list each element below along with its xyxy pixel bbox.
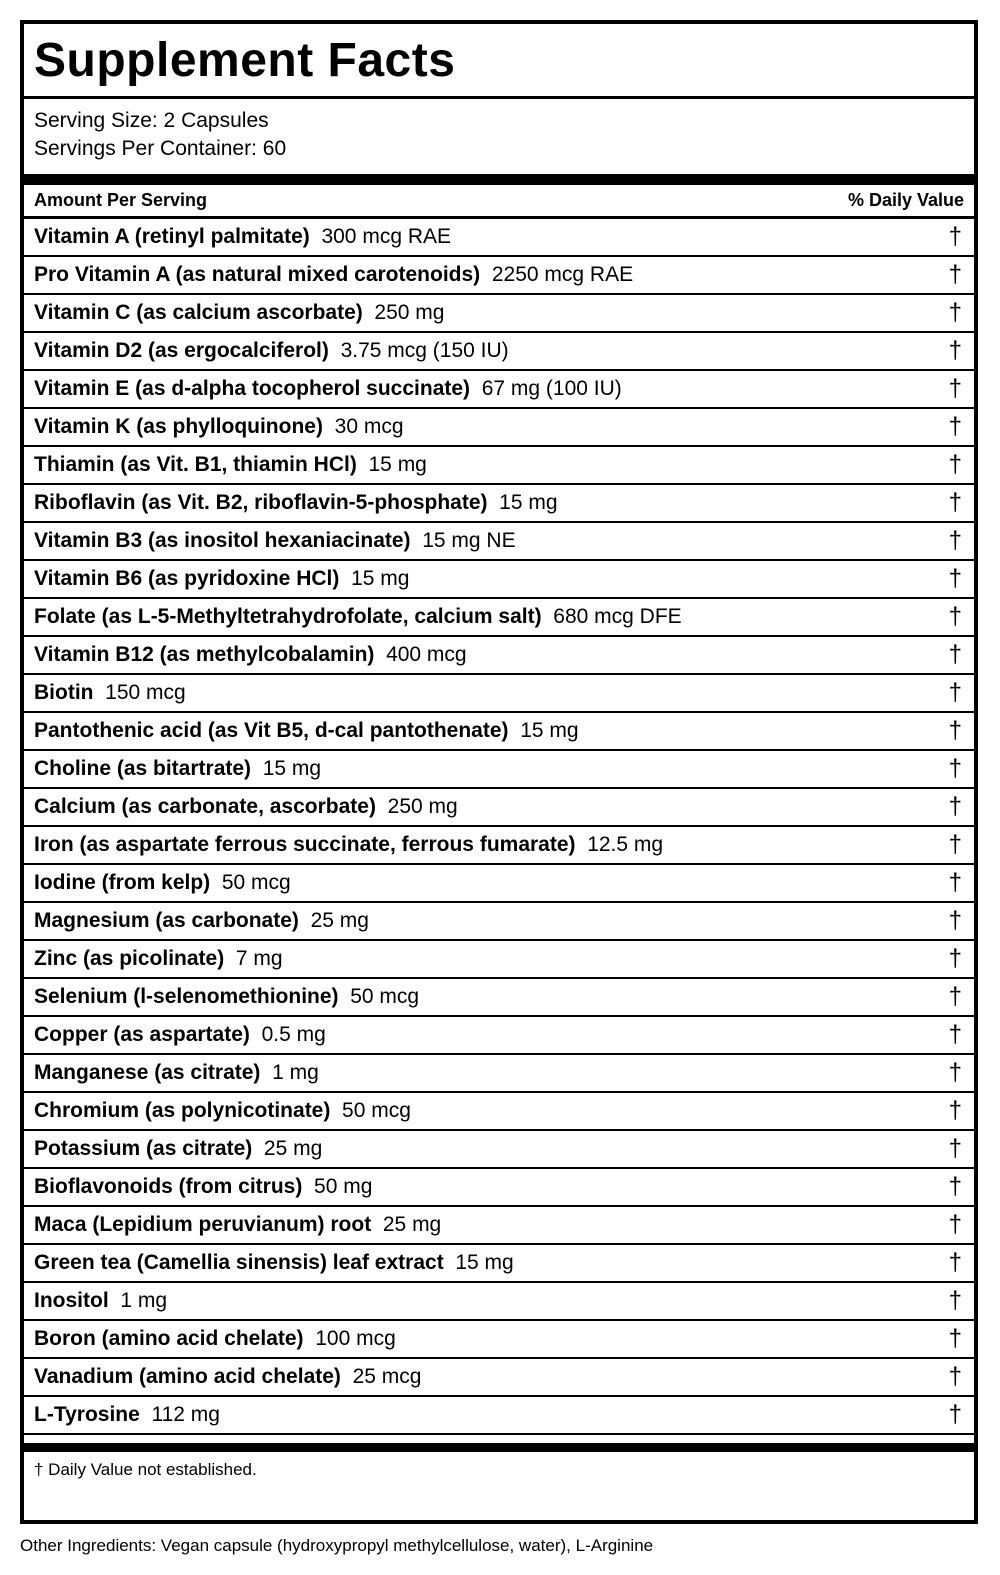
nutrient-amount: 250 mg (387, 795, 458, 818)
nutrient-row (24, 523, 974, 561)
nutrient-entry (34, 567, 409, 591)
nutrient-row (24, 561, 974, 599)
serving-info (24, 99, 974, 174)
nutrient-entry (34, 1365, 421, 1389)
nutrient-entry (34, 795, 458, 819)
nutrient-row (24, 1169, 974, 1207)
nutrient-row (24, 713, 974, 751)
nutrient-amount: 30 mcg (334, 415, 404, 438)
nutrient-amount: 0.5 mg (261, 1023, 326, 1046)
nutrient-row (24, 1397, 974, 1435)
nutrient-row (24, 1245, 974, 1283)
daily-value-dagger: † (948, 1135, 962, 1162)
nutrient-row (24, 599, 974, 637)
nutrient-name: Zinc (as picolinate) (34, 947, 225, 970)
nutrient-entry (34, 377, 622, 401)
column-header (24, 185, 974, 216)
nutrient-name: Copper (as aspartate) (34, 1023, 250, 1046)
daily-value-dagger: † (948, 755, 962, 782)
nutrient-amount: 1 mg (272, 1061, 319, 1084)
nutrient-entry (34, 1137, 322, 1161)
nutrient-name: Vitamin K (as phylloquinone) (34, 415, 323, 438)
daily-value-dagger: † (948, 1287, 962, 1314)
nutrient-amount: 15 mg (455, 1251, 514, 1274)
nutrient-row (24, 789, 974, 827)
daily-value-dagger: † (948, 831, 962, 858)
nutrient-amount: 25 mcg (352, 1365, 422, 1388)
daily-value-dagger: † (948, 907, 962, 934)
nutrient-entry (34, 225, 451, 249)
nutrient-row (24, 447, 974, 485)
nutrient-name: Boron (amino acid chelate) (34, 1327, 304, 1350)
nutrient-row (24, 1017, 974, 1055)
nutrient-amount: 3.75 mcg (150 IU) (340, 339, 509, 362)
nutrient-name: Manganese (as citrate) (34, 1061, 261, 1084)
nutrient-row (24, 1055, 974, 1093)
daily-value-dagger: † (948, 565, 962, 592)
nutrient-row (24, 675, 974, 713)
nutrient-name: Magnesium (as carbonate) (34, 909, 299, 932)
nutrient-row (24, 903, 974, 941)
daily-value-dagger: † (948, 1363, 962, 1390)
nutrient-name: Inositol (34, 1289, 109, 1312)
nutrient-amount: 2250 mcg RAE (491, 263, 634, 286)
daily-value-dagger: † (948, 945, 962, 972)
nutrient-amount: 67 mg (100 IU) (481, 377, 622, 400)
nutrient-entry (34, 1251, 514, 1275)
nutrient-row (24, 333, 974, 371)
daily-value-dagger: † (948, 299, 962, 326)
daily-value-dagger: † (948, 527, 962, 554)
nutrient-entry (34, 757, 321, 781)
nutrient-entry (34, 1213, 441, 1237)
nutrient-name: Vitamin B3 (as inositol hexaniacinate) (34, 529, 411, 552)
nutrient-amount: 15 mg (351, 567, 410, 590)
nutrient-row (24, 257, 974, 295)
nutrient-entry (34, 719, 579, 743)
nutrient-amount: 300 mcg RAE (321, 225, 452, 248)
nutrient-amount: 112 mg (151, 1403, 220, 1426)
other-ingredients: Other Ingredients: Vegan capsule (hydroxypropyl methylcellulose, water), L-Arginine (20, 1536, 654, 1555)
daily-value-dagger: † (948, 717, 962, 744)
nutrient-name: Potassium (as citrate) (34, 1137, 253, 1160)
bottom-heavy-divider (24, 1443, 974, 1452)
nutrient-name: Pro Vitamin A (as natural mixed carotenoids) (34, 263, 481, 286)
nutrient-amount: 50 mcg (350, 985, 420, 1008)
nutrient-row (24, 1359, 974, 1397)
nutrient-entry (34, 833, 663, 857)
nutrient-row (24, 219, 974, 257)
daily-value-dagger: † (948, 983, 962, 1010)
nutrient-amount: 50 mg (314, 1175, 373, 1198)
nutrient-row (24, 637, 974, 675)
nutrient-name: Thiamin (as Vit. B1, thiamin HCl) (34, 453, 357, 476)
daily-value-dagger: † (948, 1173, 962, 1200)
nutrient-name: Vitamin B6 (as pyridoxine HCl) (34, 567, 340, 590)
nutrient-amount: 15 mg NE (422, 529, 516, 552)
daily-value-dagger: † (948, 489, 962, 516)
nutrient-entry (34, 453, 427, 477)
nutrient-amount: 25 mg (263, 1137, 323, 1160)
nutrient-amount: 150 mcg (105, 681, 186, 704)
nutrient-name: Green tea (Camellia sinensis) leaf extract (34, 1251, 444, 1274)
nutrient-row (24, 1093, 974, 1131)
nutrient-amount: 400 mcg (386, 643, 467, 666)
nutrient-entry (34, 871, 291, 895)
daily-value-dagger: † (948, 413, 962, 440)
nutrient-row (24, 941, 974, 979)
nutrient-entry (34, 605, 682, 629)
daily-value-dagger: † (948, 337, 962, 364)
nutrient-amount: 100 mcg (315, 1327, 396, 1350)
daily-value-dagger: † (948, 451, 962, 478)
amount-per-serving-label: Amount Per Serving (34, 190, 208, 210)
daily-value-dagger: † (948, 1211, 962, 1238)
nutrient-amount: 50 mcg (221, 871, 291, 894)
nutrient-row (24, 409, 974, 447)
nutrient-amount: 250 mg (374, 301, 445, 324)
nutrient-name: Bioflavonoids (from citrus) (34, 1175, 303, 1198)
daily-value-dagger: † (948, 603, 962, 630)
daily-value-dagger: † (948, 261, 962, 288)
nutrient-name: Maca (Lepidium peruvianum) root (34, 1213, 372, 1236)
daily-value-dagger: † (948, 679, 962, 706)
nutrient-row (24, 1131, 974, 1169)
daily-value-dagger: † (948, 1021, 962, 1048)
daily-value-dagger: † (948, 793, 962, 820)
nutrient-amount: 680 mcg DFE (553, 605, 682, 628)
nutrient-name: Selenium (l-selenomethionine) (34, 985, 339, 1008)
nutrient-entry (34, 985, 419, 1009)
nutrient-row (24, 371, 974, 409)
nutrient-entry (34, 681, 186, 705)
nutrient-entry (34, 1023, 326, 1047)
heavy-divider (24, 174, 974, 185)
nutrient-entry (34, 263, 633, 287)
nutrient-name: Vitamin B12 (as methylcobalamin) (34, 643, 375, 666)
nutrient-name: Vitamin A (retinyl palmitate) (34, 225, 310, 248)
daily-value-label: % Daily Value (847, 190, 964, 210)
nutrient-name: Choline (as bitartrate) (34, 757, 252, 780)
nutrient-entry (34, 1289, 167, 1313)
nutrient-entry (34, 643, 467, 667)
nutrient-entry (34, 1403, 220, 1427)
nutrient-row (24, 485, 974, 523)
nutrient-entry (34, 1099, 411, 1123)
nutrient-name: L-Tyrosine (34, 1403, 140, 1426)
footnote: † Daily Value not established. (34, 1460, 257, 1479)
nutrient-name: Vitamin E (as d-alpha tocopherol succinate) (34, 377, 471, 400)
daily-value-dagger: † (948, 1249, 962, 1276)
nutrient-amount: 15 mg (368, 453, 427, 476)
supplement-facts-panel (20, 20, 978, 1524)
nutrient-name: Biotin (34, 681, 94, 704)
nutrient-row (24, 865, 974, 903)
nutrient-name: Iron (as aspartate ferrous succinate, ferrous fumarate) (34, 833, 576, 856)
nutrient-amount: 15 mg (520, 719, 579, 742)
daily-value-dagger: † (948, 1097, 962, 1124)
nutrient-list (24, 219, 974, 1435)
nutrient-name: Vitamin D2 (as ergocalciferol) (34, 339, 329, 362)
nutrient-name: Chromium (as polynicotinate) (34, 1099, 331, 1122)
daily-value-dagger: † (948, 869, 962, 896)
nutrient-entry (34, 529, 516, 553)
daily-value-dagger: † (948, 223, 962, 250)
daily-value-dagger: † (948, 375, 962, 402)
nutrient-row (24, 751, 974, 789)
nutrient-name: Vanadium (amino acid chelate) (34, 1365, 341, 1388)
nutrient-entry (34, 1175, 372, 1199)
servings-per-container: Servings Per Container: 60 (34, 137, 287, 160)
nutrient-name: Folate (as L-5-Methyltetrahydrofolate, calcium salt) (34, 605, 542, 628)
nutrient-entry (34, 301, 444, 325)
panel-title: Supplement Facts (34, 33, 456, 87)
serving-size: Serving Size: 2 Capsules (34, 109, 269, 132)
nutrient-entry (34, 1327, 396, 1351)
daily-value-dagger: † (948, 1325, 962, 1352)
nutrient-entry (34, 1061, 319, 1085)
nutrient-entry (34, 491, 558, 515)
nutrient-row (24, 295, 974, 333)
nutrient-name: Pantothenic acid (as Vit B5, d-cal pantothenate) (34, 719, 509, 742)
nutrient-row (24, 1321, 974, 1359)
nutrient-row (24, 979, 974, 1017)
nutrient-row (24, 1207, 974, 1245)
nutrient-amount: 12.5 mg (587, 833, 664, 856)
nutrient-entry (34, 909, 369, 933)
nutrient-amount: 1 mg (120, 1289, 168, 1312)
nutrient-entry (34, 339, 509, 363)
nutrient-name: Calcium (as carbonate, ascorbate) (34, 795, 376, 818)
nutrient-name: Iodine (from kelp) (34, 871, 211, 894)
nutrient-row (24, 1283, 974, 1321)
nutrient-row (24, 827, 974, 865)
nutrient-amount: 15 mg (262, 757, 322, 780)
nutrient-name: Vitamin C (as calcium ascorbate) (34, 301, 363, 324)
nutrient-amount: 25 mg (310, 909, 369, 932)
nutrient-name: Riboflavin (as Vit. B2, riboflavin-5-phosphate) (34, 491, 488, 514)
daily-value-dagger: † (948, 1401, 962, 1428)
nutrient-amount: 50 mcg (342, 1099, 411, 1122)
nutrient-amount: 15 mg (499, 491, 558, 514)
daily-value-dagger: † (948, 1059, 962, 1086)
nutrient-entry (34, 947, 283, 971)
nutrient-amount: 7 mg (235, 947, 283, 970)
daily-value-dagger: † (948, 641, 962, 668)
nutrient-amount: 25 mg (382, 1213, 442, 1236)
nutrient-entry (34, 415, 404, 439)
